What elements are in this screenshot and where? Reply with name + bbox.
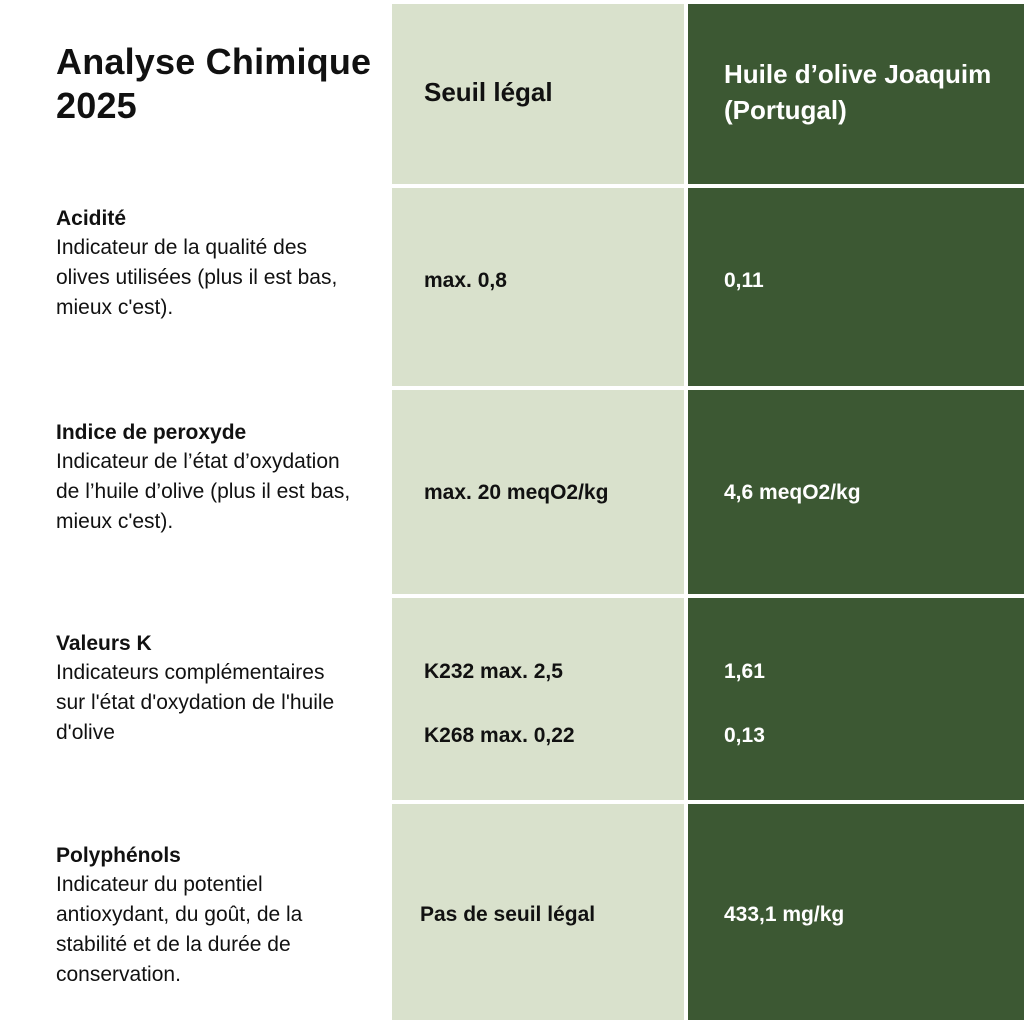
legal-value-k268: K268 max. 0,22 (424, 724, 575, 747)
product-value: 0,11 (724, 269, 764, 292)
column-header-legal: Seuil légal (424, 77, 553, 107)
legal-cell-peroxyde (392, 390, 684, 594)
row-name: Valeurs K (56, 632, 152, 655)
header-title-cell (0, 0, 390, 186)
legal-cell-acidite (392, 188, 684, 386)
row-label-polyphenols (56, 841, 356, 990)
legal-cell-valeurs-k (392, 598, 684, 800)
row-name: Acidité (56, 207, 127, 230)
product-value-k268: 0,13 (724, 724, 765, 747)
row-label-acidite (56, 204, 356, 323)
row-name: Indice de peroxyde (56, 421, 247, 444)
column-header-product: Huile d’olive Joaquim (Portugal) (724, 59, 992, 125)
legal-value-k232: K232 max. 2,5 (424, 660, 563, 683)
product-cell-peroxyde (688, 390, 1024, 594)
legal-value: max. 20 meqO2/kg (424, 481, 609, 504)
page-title: Analyse Chimique 2025 (56, 41, 372, 126)
product-value-k232: 1,61 (724, 660, 765, 683)
row-description: Indicateurs complémentaires sur l'état d'oxydation de l'huile d'olive (56, 661, 335, 744)
row-name: Polyphénols (56, 844, 181, 867)
product-value: 4,6 meqO2/kg (724, 481, 861, 504)
header-product-cell (688, 4, 1024, 184)
row-description: Indicateur de la qualité des olives utilisées (plus il est bas, mieux c'est). (56, 236, 338, 319)
row-label-valeurs-k (56, 629, 356, 748)
product-cell-acidite (688, 188, 1024, 386)
row-label-peroxyde (56, 418, 356, 537)
header-legal-cell (392, 4, 684, 184)
product-cell-valeurs-k (688, 598, 1024, 800)
legal-cell-polyphenols (392, 804, 684, 1020)
product-value: 433,1 mg/kg (724, 903, 845, 926)
legal-value: Pas de seuil légal (420, 903, 596, 926)
row-description: Indicateur de l’état d’oxydation de l’huile d’olive (plus il est bas, mieux c'est). (56, 450, 351, 533)
row-description: Indicateur du potentiel antioxydant, du goût, de la stabilité et de la durée de conservation. (56, 873, 303, 986)
legal-value: max. 0,8 (424, 269, 507, 292)
product-cell-polyphenols (688, 804, 1024, 1020)
